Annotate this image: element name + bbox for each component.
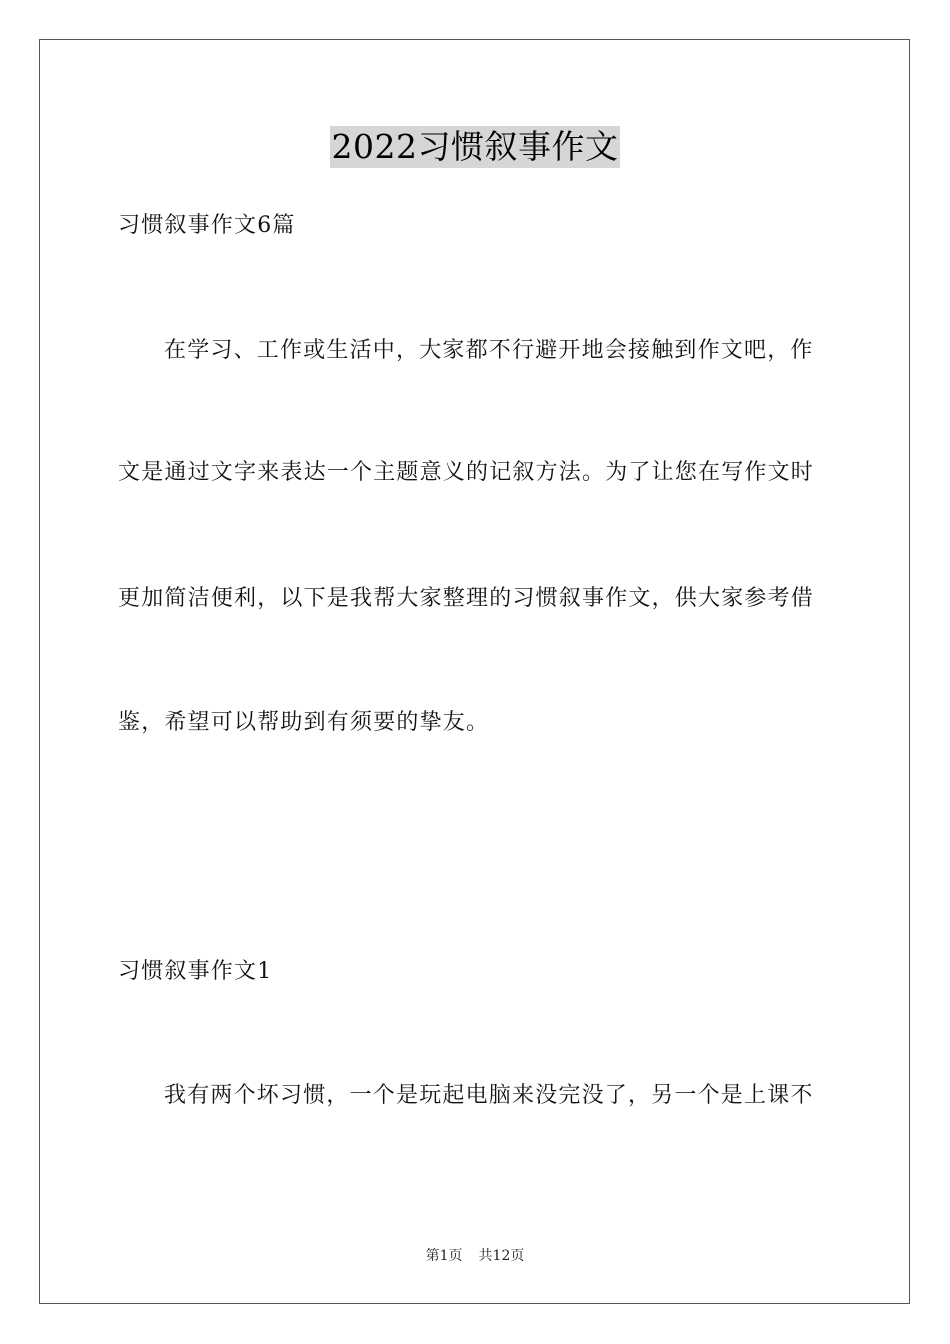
intro-line-1: 在学习、工作或生活中，大家都不行避开地会接触到作文吧，作 — [164, 338, 814, 363]
page-current: 第1页 — [425, 1248, 463, 1264]
section-heading: 习惯叙事作文1 — [118, 959, 273, 984]
intro-line-4: 鉴，希望可以帮助到有须要的挚友。 — [118, 710, 490, 735]
intro-line-3: 更加简洁便利，以下是我帮大家整理的习惯叙事作文，供大家参考借 — [118, 586, 815, 611]
document-subtitle: 习惯叙事作文6篇 — [118, 213, 296, 238]
title-container — [0, 126, 950, 168]
document-title: 2022习惯叙事作文 — [331, 127, 619, 166]
page-footer — [0, 1247, 950, 1265]
page-total: 共12页 — [478, 1248, 525, 1264]
section-first-line: 我有两个坏习惯，一个是玩起电脑来没完没了，另一个是上课不 — [164, 1083, 814, 1108]
intro-line-2: 文是通过文字来表达一个主题意义的记叙方法。为了让您在写作文时 — [118, 460, 815, 485]
